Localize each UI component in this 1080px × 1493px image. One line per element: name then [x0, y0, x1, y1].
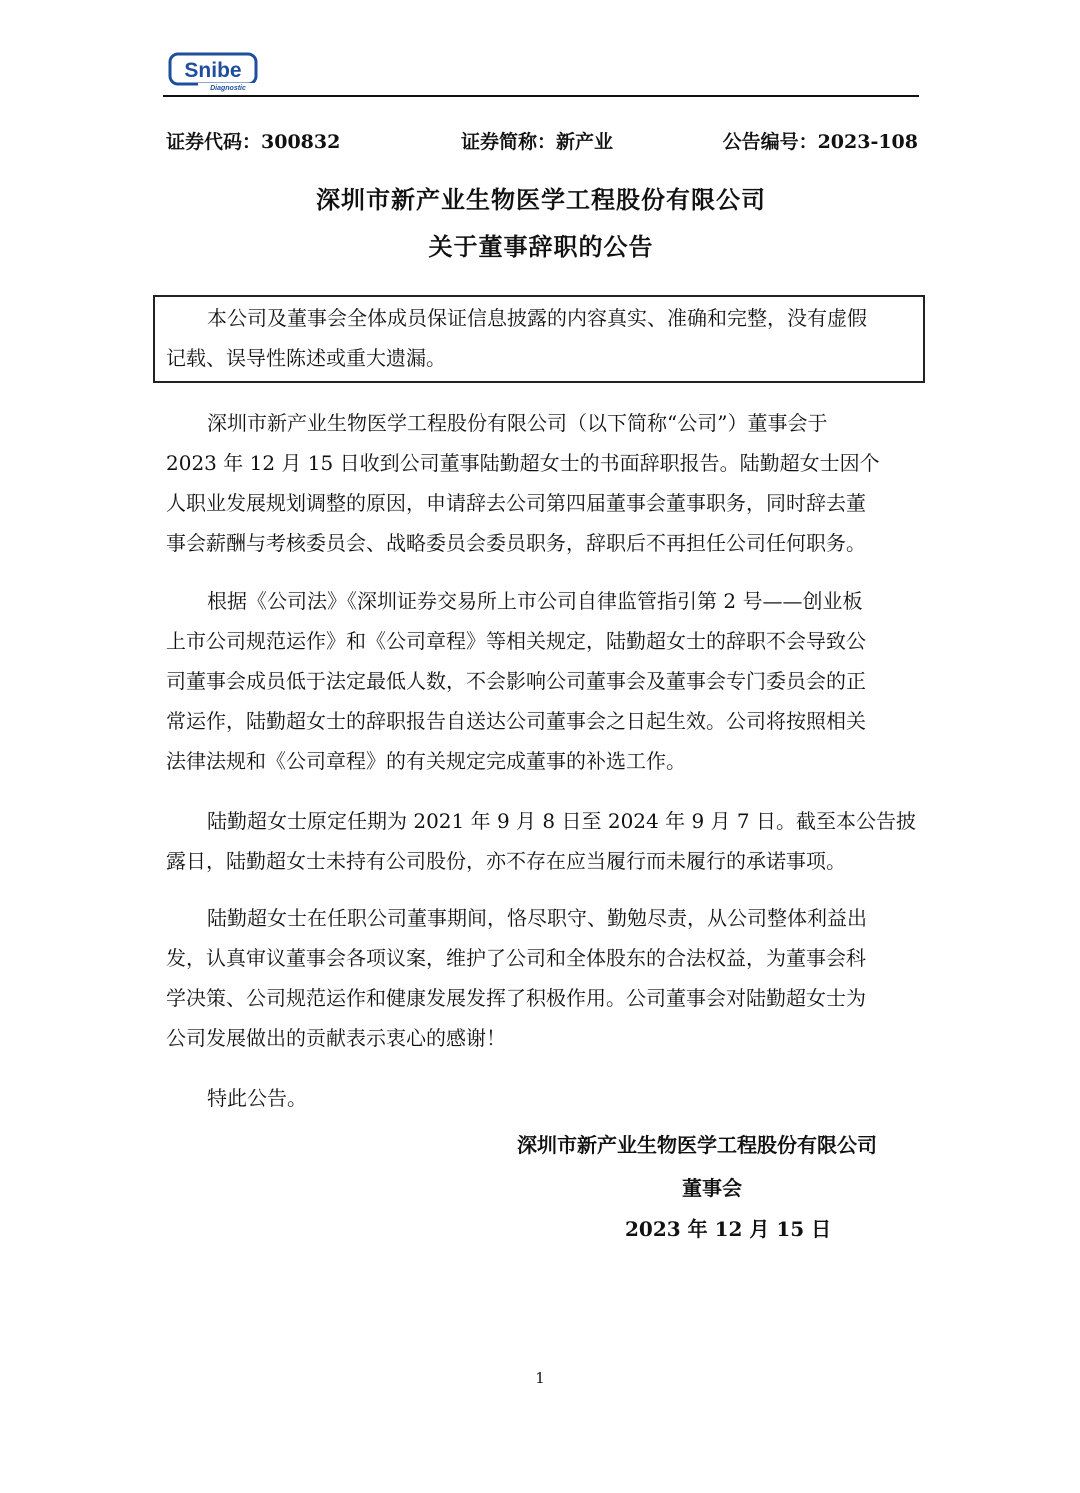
- logo-subtext: Diagnostic: [210, 85, 246, 92]
- paragraph-line: 陆勤超女士原定任期为 2021 年 9 月 8 日至 2024 年 9 月 7 日。截至本公告披: [207, 809, 916, 833]
- paragraph-line: 司董事会成员低于法定最低人数，不会影响公司董事会及董事会专门委员会的正: [166, 669, 866, 693]
- paragraph-line: 露日，陆勤超女士未持有公司股份，亦不存在应当履行而未履行的承诺事项。: [166, 849, 846, 873]
- paragraph-line: 人职业发展规划调整的原因，申请辞去公司第四届董事会董事职务，同时辞去董: [166, 491, 866, 515]
- paragraph-line: 事会薪酬与考核委员会、战略委员会委员职务，辞职后不再担任公司任何职务。: [166, 531, 866, 555]
- company-logo: [168, 52, 260, 92]
- signature-date: 2023 年 12 月 15 日: [625, 1217, 832, 1241]
- paragraph-line: 公司发展做出的贡献表示衷心的感谢！: [166, 1026, 506, 1050]
- paragraph-line: 2023 年 12 月 15 日收到公司董事陆勤超女士的书面辞职报告。陆勤超女士因个: [166, 451, 880, 475]
- paragraph-line: 根据《公司法》《深圳证券交易所上市公司自律监管指引第 2 号——创业板: [207, 589, 863, 613]
- signature-board: 董事会: [682, 1176, 742, 1200]
- document-title-subject: 关于董事辞职的公告: [428, 232, 654, 261]
- paragraph-line: 学决策、公司规范运作和健康发展发挥了积极作用。公司董事会对陆勤超女士为: [166, 986, 866, 1010]
- logo-text: Snibe: [184, 59, 242, 82]
- document-title-company: 深圳市新产业生物医学工程股份有限公司: [316, 185, 766, 214]
- header-divider: [163, 95, 919, 97]
- security-abbreviation: 证券简称：新产业: [461, 131, 614, 153]
- security-code: 证券代码：300832: [166, 131, 341, 153]
- signature-company: 深圳市新产业生物医学工程股份有限公司: [517, 1133, 877, 1157]
- paragraph-line: 深圳市新产业生物医学工程股份有限公司（以下简称“公司”）董事会于: [207, 411, 828, 435]
- paragraph-line: 法律法规和《公司章程》的有关规定完成董事的补选工作。: [166, 749, 686, 773]
- paragraph-line: 特此公告。: [207, 1086, 307, 1110]
- page-number: 1: [535, 1369, 545, 1387]
- paragraph-line: 上市公司规范运作》和《公司章程》等相关规定，陆勤超女士的辞职不会导致公: [166, 629, 866, 653]
- disclosure-line: 记载、误导性陈述或重大遗漏。: [166, 346, 446, 370]
- disclosure-line: 本公司及董事会全体成员保证信息披露的内容真实、准确和完整，没有虚假: [207, 306, 867, 330]
- snibe-logo-graphic: [168, 52, 260, 92]
- paragraph-line: 发，认真审议董事会各项议案，维护了公司和全体股东的合法权益，为董事会科: [166, 946, 866, 970]
- paragraph-line: 陆勤超女士在任职公司董事期间，恪尽职守、勤勉尽责，从公司整体利益出: [207, 906, 867, 930]
- announcement-number: 公告编号：2023-108: [722, 131, 918, 153]
- paragraph-line: 常运作，陆勤超女士的辞职报告自送达公司董事会之日起生效。公司将按照相关: [166, 709, 866, 733]
